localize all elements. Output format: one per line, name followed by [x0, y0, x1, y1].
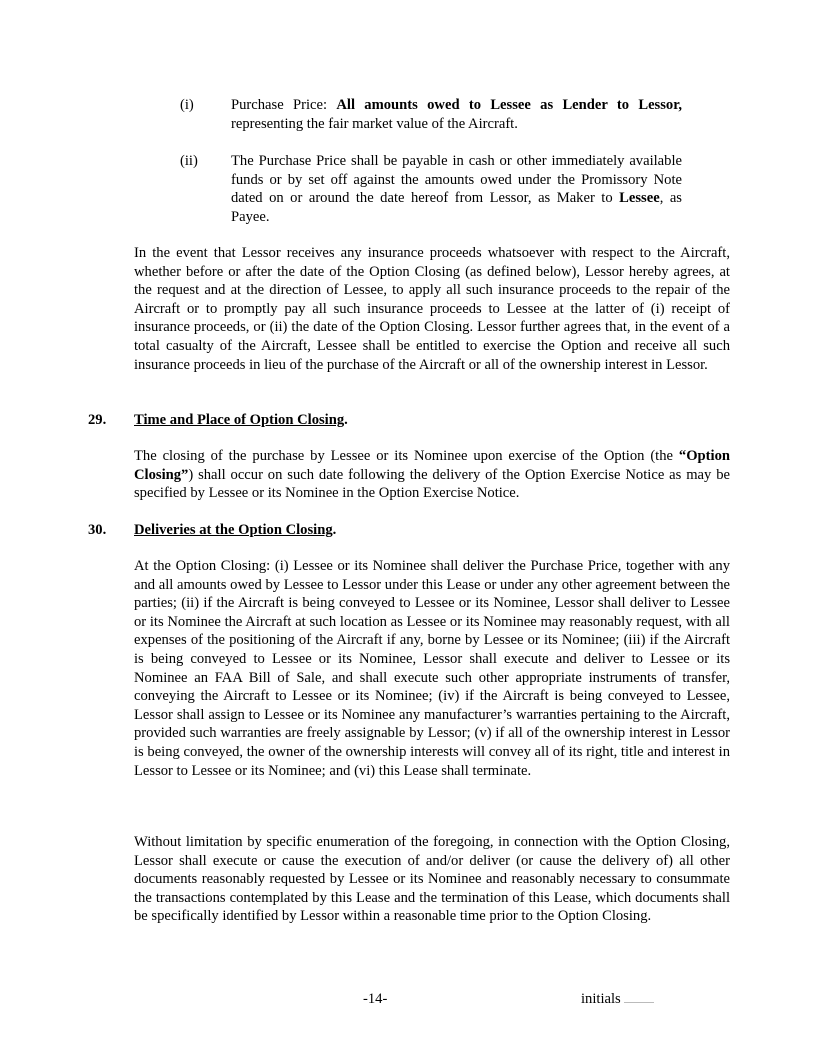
section-30-paragraph-1: At the Option Closing: (i) Lessee or its Nominee shall deliver the Purchase Price, together with any and all amounts owed by Lessee to Lessor under this Lease or under any other agreement between the parties; (ii) if the Aircraft is being conveyed to Lessee or its Nominee, Lessor shall deliver to Lessee or its Nominee the Aircraft at such location as Lessee or its Nominee may reasonably request, with all expenses of the positioning of the Aircraft if any, borne by Lessee or its Nominee; (iii) if the Aircraft is being conveyed to Lessee or its Nominee, Lessor shall execute and deliver to Lessee or its Nominee an FAA Bill of Sale, and shall execute such other appropriate instruments of transfer, conveying the Aircraft to Lessee or its Nominee; (iv) if the Aircraft is being conveyed to Lessee, Lessor shall assign to Lessee or its Nominee any manufacturer’s warranties pertaining to the Aircraft, provided such warranties are freely assignable by Lessor; (v) if all of the ownership interest in Lessor is being conveyed, the owner of the ownership interests will convey all of its right, title and interest in Lessor to Lessee or its Nominee; and (vi) this Lease shall terminate.	[134, 558, 730, 779]
list-item-number: (i)	[180, 97, 194, 113]
initials-field	[581, 990, 654, 1009]
initials-blank-line	[624, 990, 654, 1003]
list-item-number: (ii)	[180, 153, 198, 169]
initials-label: initials	[581, 991, 621, 1007]
section-number: 30.	[88, 522, 107, 538]
section-title: Deliveries at the Option Closing.	[134, 522, 337, 538]
list-item-text: The Purchase Price shall be payable in cash or other immediately available funds or by set off against the amounts owed under the Promissory Note dated on or around the date hereof from Lessor, as Maker to Lessee, as Payee.	[231, 153, 682, 225]
section-title: Time and Place of Option Closing.	[134, 412, 348, 428]
insurance-paragraph: In the event that Lessor receives any insurance proceeds whatsoever with respect to the Aircraft, whether before or after the date of the Option Closing (as defined below), Lessor hereby agrees, at the request and at the direction of Lessee, to apply all such insurance proceeds to the repair of the Aircraft or to promptly pay all such insurance proceeds to Lessee at the latter of (i) receipt of insurance proceeds, or (ii) the date of the Option Closing. Lessor further agrees that, in the event of a total casualty of the Aircraft, Lessee shall be entitled to exercise the Option and receive all such insurance proceeds in lieu of the purchase of the Aircraft or all of the ownership interest in Lessor.	[134, 245, 730, 373]
section-29-paragraph: The closing of the purchase by Lessee or its Nominee upon exercise of the Option (the “Option Closing”) shall occur on such date following the delivery of the Option Exercise Notice as may be specified by Lessee or its Nominee in the Option Exercise Notice.	[134, 448, 730, 502]
section-number: 29.	[88, 412, 107, 428]
list-item-text: Purchase Price: All amounts owed to Lessee as Lender to Lessor, representing the fair market value of the Aircraft.	[231, 97, 682, 132]
section-30-paragraph-2: Without limitation by specific enumeration of the foregoing, in connection with the Option Closing, Lessor shall execute or cause the execution of and/or deliver (or cause the delivery of) all other documents reasonably requested by Lessee or its Nominee and reasonably necessary to consummate the transactions contemplated by this Lease and the termination of this Lease, which documents shall be specifically identified by Lessor within a reasonable time prior to the Option Closing.	[134, 834, 730, 925]
page-number: -14-	[363, 991, 388, 1007]
